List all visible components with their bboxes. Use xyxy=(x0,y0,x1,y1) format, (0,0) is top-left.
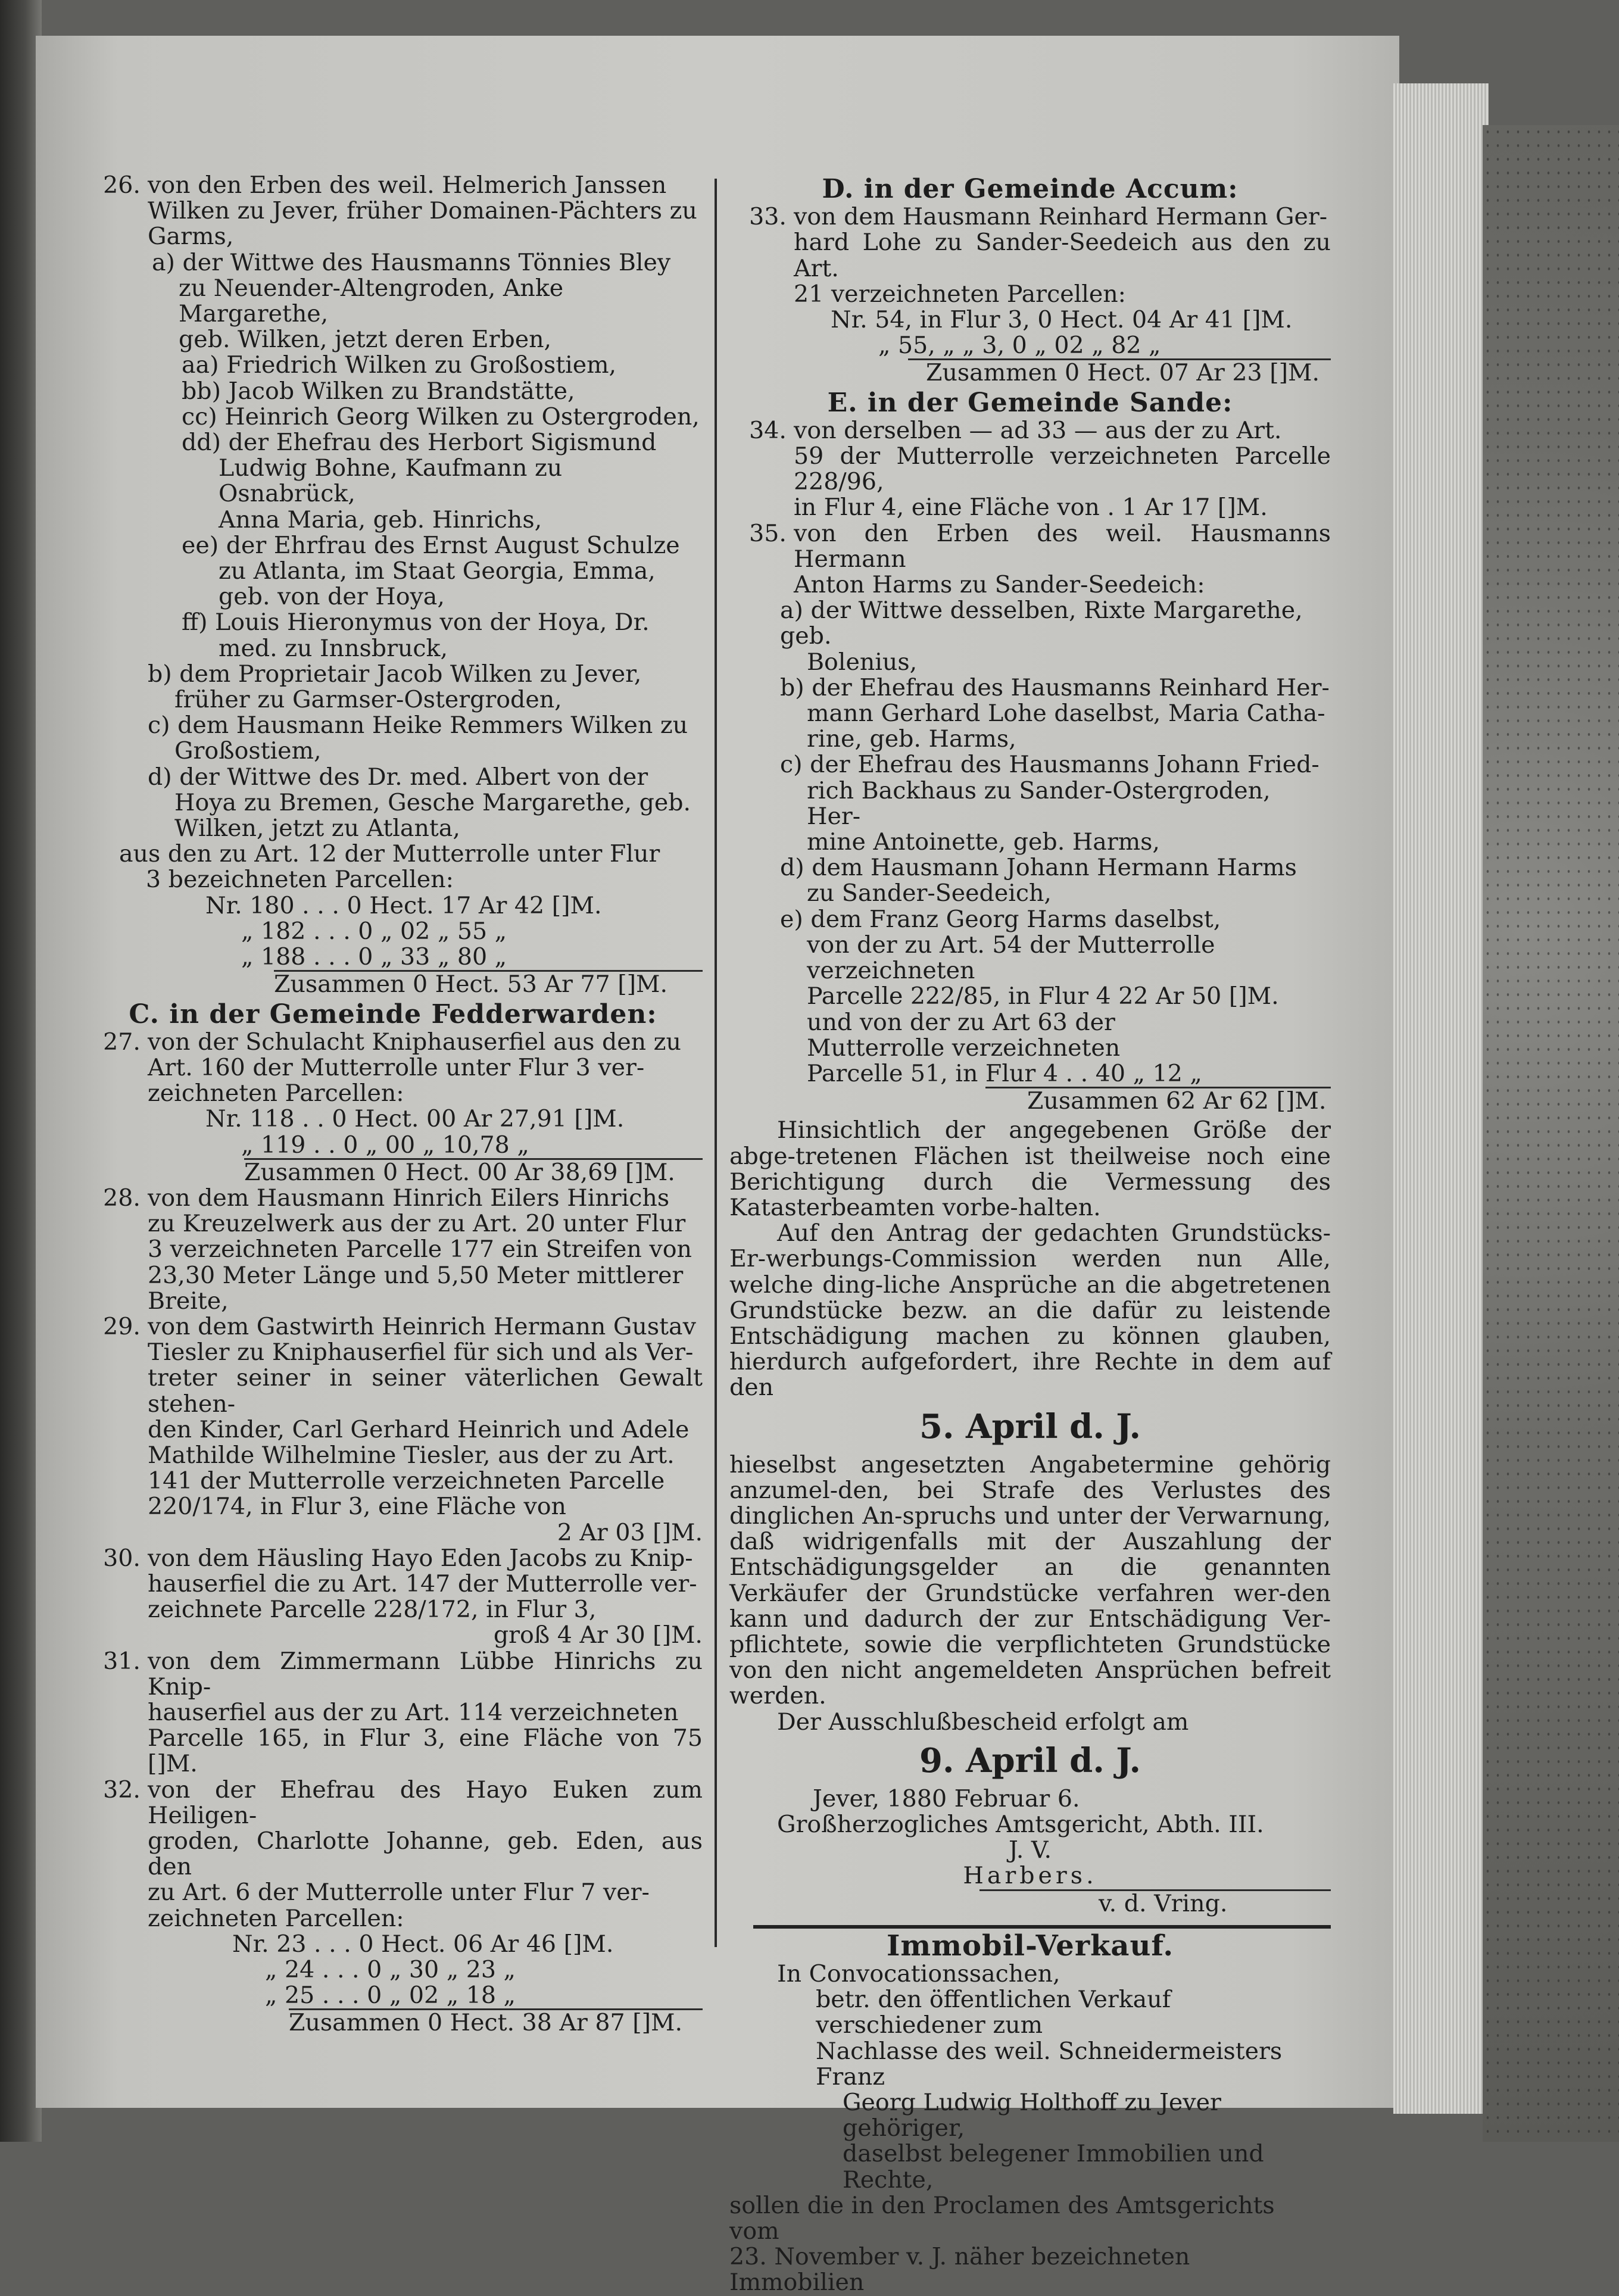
entry-28 xyxy=(83,1186,703,1314)
text-line: Parcelle 222/85, in Flur 4 22 Ar 50 []M. xyxy=(807,982,1279,1010)
section-rule xyxy=(753,1925,1331,1929)
text-line: von dem Zimmermann Lübbe Hinrichs zu Knip- xyxy=(148,1647,703,1701)
text-line: Parcelle 51, in Flur 4 . . 40 „ 12 „ xyxy=(807,1059,1202,1087)
entry-27 xyxy=(83,1030,703,1107)
text-line: von dem Hausmann Reinhard Hermann Ger- xyxy=(794,203,1328,231)
text-line: geb. Wilken, jetzt deren Erben, xyxy=(179,326,552,354)
entry-number: 32. xyxy=(103,1776,141,1804)
parcel-total: Zusammen 0 Hect. 07 Ar 23 []M. xyxy=(926,359,1320,387)
entry-number: 31. xyxy=(103,1647,141,1675)
text-line: zu Art. 6 der Mutterrolle unter Flur 7 ver- xyxy=(148,1879,650,1907)
text-line: zu Neuender-Altengroden, Anke Margarethe, xyxy=(179,274,564,328)
text-line: med. zu Innsbruck, xyxy=(219,634,448,662)
text-line: hauserfiel die zu Art. 147 der Mutterrolle ver- xyxy=(148,1570,697,1598)
entry-35-heirs xyxy=(729,598,1331,932)
parcel-row: „ 55, „ „ 3, 0 „ 02 „ 82 „ xyxy=(878,332,1161,360)
text-line: 21 verzeichneten Parcellen: xyxy=(794,280,1126,308)
entry-number: 33. xyxy=(749,203,787,231)
text-line: In Convocationssachen, xyxy=(777,1960,1060,1988)
text-line: von den Erben des weil. Hausmanns Hermann xyxy=(794,519,1331,573)
text-line: von der Ehefrau des Hayo Euken zum Heiligen- xyxy=(148,1776,703,1829)
area-value: groß 4 Ar 30 []M. xyxy=(493,1621,703,1649)
court-name: Großherzogliches Amtsgericht, Abth. III. xyxy=(777,1810,1264,1838)
parcel-row: „ 25 . . . 0 „ 02 „ 18 „ xyxy=(265,1982,516,2010)
entry-26-tail xyxy=(83,841,703,893)
text-line: 59 der Mutterrolle verzeichneten Parcelle 228/96, xyxy=(794,442,1331,496)
text-line: geb. von der Hoya, xyxy=(219,583,445,611)
parcel-row: „ 119 . . 0 „ 00 „ 10,78 „ xyxy=(241,1131,529,1159)
text-line: Tiesler zu Kniphauserfiel für sich und als Ver- xyxy=(148,1339,694,1367)
text-line: d) dem Hausmann Johann Hermann Harms xyxy=(780,854,1297,882)
parcel-total: Zusammen 0 Hect. 00 Ar 38,69 []M. xyxy=(244,1158,675,1186)
text-line: den Kinder, Carl Gerhard Heinrich und Adele xyxy=(148,1415,690,1443)
entry-number: 30. xyxy=(103,1544,141,1572)
signature-iv: J. V. xyxy=(1008,1836,1052,1864)
text-line: groden, Charlotte Johanne, geb. Eden, aus den xyxy=(148,1827,703,1881)
signature-judge: Harbers. xyxy=(963,1862,1097,1890)
paragraph: hieselbst angesetzten Angabetermine gehörig anzumel-den, bei Strafe des Verlustes des dinglichen An-spruchs und unter der Verwarnung, daß widrigenfalls mit der Auszahlung der Entschädigungsgelder an die genannten Verkäufer der Grundstücke verfahren wer-den kann und dadurch der zur Entschädigung Ver-pflichtete, sowie die verpflichteten Grundstücke von den nicht angemeldeten Ansprüchen befreit werden. xyxy=(729,1450,1331,1710)
parcel-row: Nr. 180 . . . 0 Hect. 17 Ar 42 []M. xyxy=(205,891,602,919)
text-line: Bolenius, xyxy=(807,648,918,676)
text-line: rine, geb. Harms, xyxy=(807,725,1016,753)
text-line: cc) Heinrich Georg Wilken zu Ostergroden, xyxy=(182,403,700,430)
text-line: 220/174, in Flur 3, eine Fläche von xyxy=(148,1493,566,1521)
text-line: von der zu Art. 54 der Mutterrolle verzeichneten xyxy=(807,931,1215,985)
section-heading-d: D. in der Gemeinde Accum: xyxy=(822,174,1239,204)
area-value: 2 Ar 03 []M. xyxy=(557,1518,703,1546)
text-line: und von der zu Art 63 der xyxy=(807,1008,1115,1036)
text-line: b) dem Proprietair Jacob Wilken zu Jever, xyxy=(148,660,642,688)
text-line: a) der Wittwe desselben, Rixte Margarethe, geb. xyxy=(780,597,1303,650)
text-line: Großostiem, xyxy=(174,737,322,765)
page-edges xyxy=(1393,83,1489,2114)
parcel-table-27 xyxy=(83,1106,703,1158)
text-line: aa) Friedrich Wilken zu Großostiem, xyxy=(182,351,617,379)
section-heading-c: C. in der Gemeinde Fedderwarden: xyxy=(129,999,657,1030)
text-line: 3 bezeichneten Parcellen: xyxy=(146,866,454,894)
text-line: hauserfiel aus der zu Art. 114 verzeichneten xyxy=(148,1698,679,1726)
parcel-row: „ 188 . . . 0 „ 33 „ 80 „ xyxy=(241,943,507,971)
parcel-total: Zusammen 0 Hect. 38 Ar 87 []M. xyxy=(289,2009,683,2037)
text-line: a) der Wittwe des Hausmanns Tönnies Bley xyxy=(152,248,671,276)
text-line: zeichnete Parcelle 228/172, in Flur 3, xyxy=(148,1596,597,1624)
text-line: Anna Maria, geb. Hinrichs, xyxy=(219,506,542,534)
text-line: e) dem Franz Georg Harms daselbst, xyxy=(780,905,1221,933)
place-date: Jever, 1880 Februar 6. xyxy=(813,1785,1080,1813)
text-line: ee) der Ehrfrau des Ernst August Schulze xyxy=(182,531,680,559)
parcel-table-32 xyxy=(83,1932,703,2009)
column-divider xyxy=(715,179,717,1947)
text-line: von dem Häusling Hayo Eden Jacobs zu Knip- xyxy=(148,1544,693,1572)
section-heading-immobil: Immobil-Verkauf. xyxy=(886,1929,1174,1963)
text-line: zeichneten Parcellen: xyxy=(148,1080,404,1108)
text-line: zu Kreuzelwerk aus der zu Art. 20 unter Flur xyxy=(148,1210,686,1238)
entry-31 xyxy=(83,1649,703,1777)
text-line: Art. 160 der Mutterrolle unter Flur 3 ver- xyxy=(148,1053,645,1081)
text-line: Mutterrolle verzeichneten xyxy=(807,1034,1121,1062)
text-line: Parcelle 165, in Flur 3, eine Fläche von 75 []M. xyxy=(148,1724,703,1778)
entry-35-parcels xyxy=(729,932,1331,1087)
text-line: von dem Gastwirth Heinrich Hermann Gustav xyxy=(148,1312,696,1340)
text-line: betr. den öffentlichen Verkauf verschiedener zum xyxy=(816,1986,1171,2039)
signature-clerk: v. d. Vring. xyxy=(1099,1889,1228,1917)
parcel-table-33 xyxy=(729,307,1331,358)
entry-number: 26. xyxy=(103,171,141,199)
parcel-table-26 xyxy=(83,893,703,971)
text-line: zeichneten Parcellen: xyxy=(148,1904,404,1932)
book-cover xyxy=(1483,125,1619,2142)
text-line: von den Erben des weil. Helmerich Janssen xyxy=(148,171,667,199)
text-line: Ludwig Bohne, Kaufmann zu Osnabrück, xyxy=(219,454,563,508)
parcel-row: „ 24 . . . 0 „ 30 „ 23 „ xyxy=(265,1956,516,1984)
entry-number: 28. xyxy=(103,1184,141,1212)
parcel-row: Nr. 54, in Flur 3, 0 Hect. 04 Ar 41 []M. xyxy=(831,306,1293,334)
right-column xyxy=(729,173,1331,2296)
paragraph: Der Ausschlußbescheid erfolgt am xyxy=(777,1708,1189,1736)
text-line: Anton Harms zu Sander-Seedeich: xyxy=(794,571,1205,599)
text-line: 3 verzeichneten Parcelle 177 ein Streifen von xyxy=(148,1236,692,1264)
entry-33 xyxy=(729,204,1331,307)
parcel-row: „ 182 . . . 0 „ 02 „ 55 „ xyxy=(241,917,507,945)
entry-number: 27. xyxy=(103,1028,141,1056)
deadline-date: 5. April d. J. xyxy=(919,1406,1141,1446)
text-line: 141 der Mutterrolle verzeichneten Parcelle xyxy=(148,1467,665,1495)
text-line: von der Schulacht Kniphauserfiel aus den zu xyxy=(148,1028,681,1056)
text-line: Wilken zu Jever, früher Domainen-Pächters zu xyxy=(148,197,697,225)
text-line: früher zu Garmser-Ostergroden, xyxy=(174,686,562,714)
entry-32 xyxy=(83,1777,703,1932)
entry-30 xyxy=(83,1546,703,1649)
text-line: in Flur 4, eine Fläche von . 1 Ar 17 []M. xyxy=(794,494,1268,522)
text-line: Nachlasse des weil. Schneidermeisters Franz xyxy=(816,2037,1283,2091)
entry-29 xyxy=(83,1314,703,1546)
text-line: Wilken, jetzt zu Atlanta, xyxy=(174,815,460,843)
text-line: Garms, xyxy=(148,223,234,251)
entry-35 xyxy=(729,521,1331,598)
text-line: Hoya zu Bremen, Gesche Margarethe, geb. xyxy=(174,788,691,816)
text-line: d) der Wittwe des Dr. med. Albert von der xyxy=(148,763,648,791)
text-line: 23. November v. J. näher bezeichneten Immobilien xyxy=(729,2243,1190,2296)
entry-26 xyxy=(83,173,703,250)
entry-34 xyxy=(729,418,1331,521)
left-column xyxy=(83,173,703,2036)
text-line: zu Sander-Seedeich, xyxy=(807,879,1052,907)
parcel-total: Zusammen 62 Ar 62 []M. xyxy=(1027,1087,1327,1115)
text-line: c) der Ehefrau des Hausmanns Johann Fried- xyxy=(780,751,1319,779)
text-line: b) der Ehefrau des Hausmanns Reinhard Her- xyxy=(780,673,1330,701)
text-line: 23,30 Meter Länge und 5,50 Meter mittlerer xyxy=(148,1261,684,1289)
text-line: bb) Jacob Wilken zu Brandstätte, xyxy=(182,377,575,405)
text-line: von dem Hausmann Hinrich Eilers Hinrichs xyxy=(148,1184,670,1212)
parcel-row: Nr. 23 . . . 0 Hect. 06 Ar 46 []M. xyxy=(232,1930,614,1958)
text-line: dd) der Ehefrau des Herbort Sigismund xyxy=(182,429,657,457)
text-line: mine Antoinette, geb. Harms, xyxy=(807,828,1160,856)
entry-26a xyxy=(83,250,703,353)
text-line: sollen die in den Proclamen des Amtsgerichts vom xyxy=(729,2191,1275,2245)
entry-number: 34. xyxy=(749,416,787,444)
text-line: Mathilde Wilhelmine Tiesler, aus der zu Art. xyxy=(148,1441,675,1469)
text-line: mann Gerhard Lohe daselbst, Maria Catha- xyxy=(807,700,1325,728)
entry-26-heirs xyxy=(83,352,703,661)
text-line: hard Lohe zu Sander-Seedeich aus den zu Art. xyxy=(794,229,1331,282)
text-line: rich Backhaus zu Sander-Ostergroden, Her- xyxy=(807,776,1271,830)
text-line: treter seiner in seiner väterlichen Gewalt stehen- xyxy=(148,1364,703,1418)
text-line: aus den zu Art. 12 der Mutterrolle unter Flur xyxy=(119,840,660,868)
entry-number: 29. xyxy=(103,1312,141,1340)
text-line: Breite, xyxy=(148,1287,229,1315)
parcel-row: Nr. 118 . . 0 Hect. 00 Ar 27,91 []M. xyxy=(205,1105,625,1133)
text-line: c) dem Hausmann Heike Remmers Wilken zu xyxy=(148,712,688,740)
paragraph: Auf den Antrag der gedachten Grundstücks-Er-werbungs-Commission werden nun Alle, welche ding-liche Ansprüche an die abgetretenen Grundstücke bezw. an die dafür zu leistende Entschädigung machen zu können glauben, hierdurch aufgefordert, ihre Rechte in dem auf den xyxy=(729,1219,1331,1402)
text-line: Georg Ludwig Holthoff zu Jever gehöriger, xyxy=(843,2089,1221,2142)
decision-date: 9. April d. J. xyxy=(919,1740,1141,1780)
text-line: zu Atlanta, im Staat Georgia, Emma, xyxy=(219,557,656,585)
section-heading-e: E. in der Gemeinde Sande: xyxy=(827,387,1233,418)
entry-number: 35. xyxy=(749,519,787,547)
entry-26b-d xyxy=(83,662,703,841)
text-line: von derselben — ad 33 — aus der zu Art. xyxy=(794,416,1282,444)
parcel-total: Zusammen 0 Hect. 53 Ar 77 []M. xyxy=(274,971,668,999)
text-line: ff) Louis Hieronymus von der Hoya, Dr. xyxy=(182,609,650,637)
text-line: daselbst belegener Immobilien und Rechte, xyxy=(843,2140,1264,2194)
paragraph: Hinsichtlich der angegebenen Größe der abge-tretenen Flächen ist theilweise noch eine Berichtigung durch die Vermessung des Katasterbeamten vorbe-halten. xyxy=(729,1116,1331,1221)
